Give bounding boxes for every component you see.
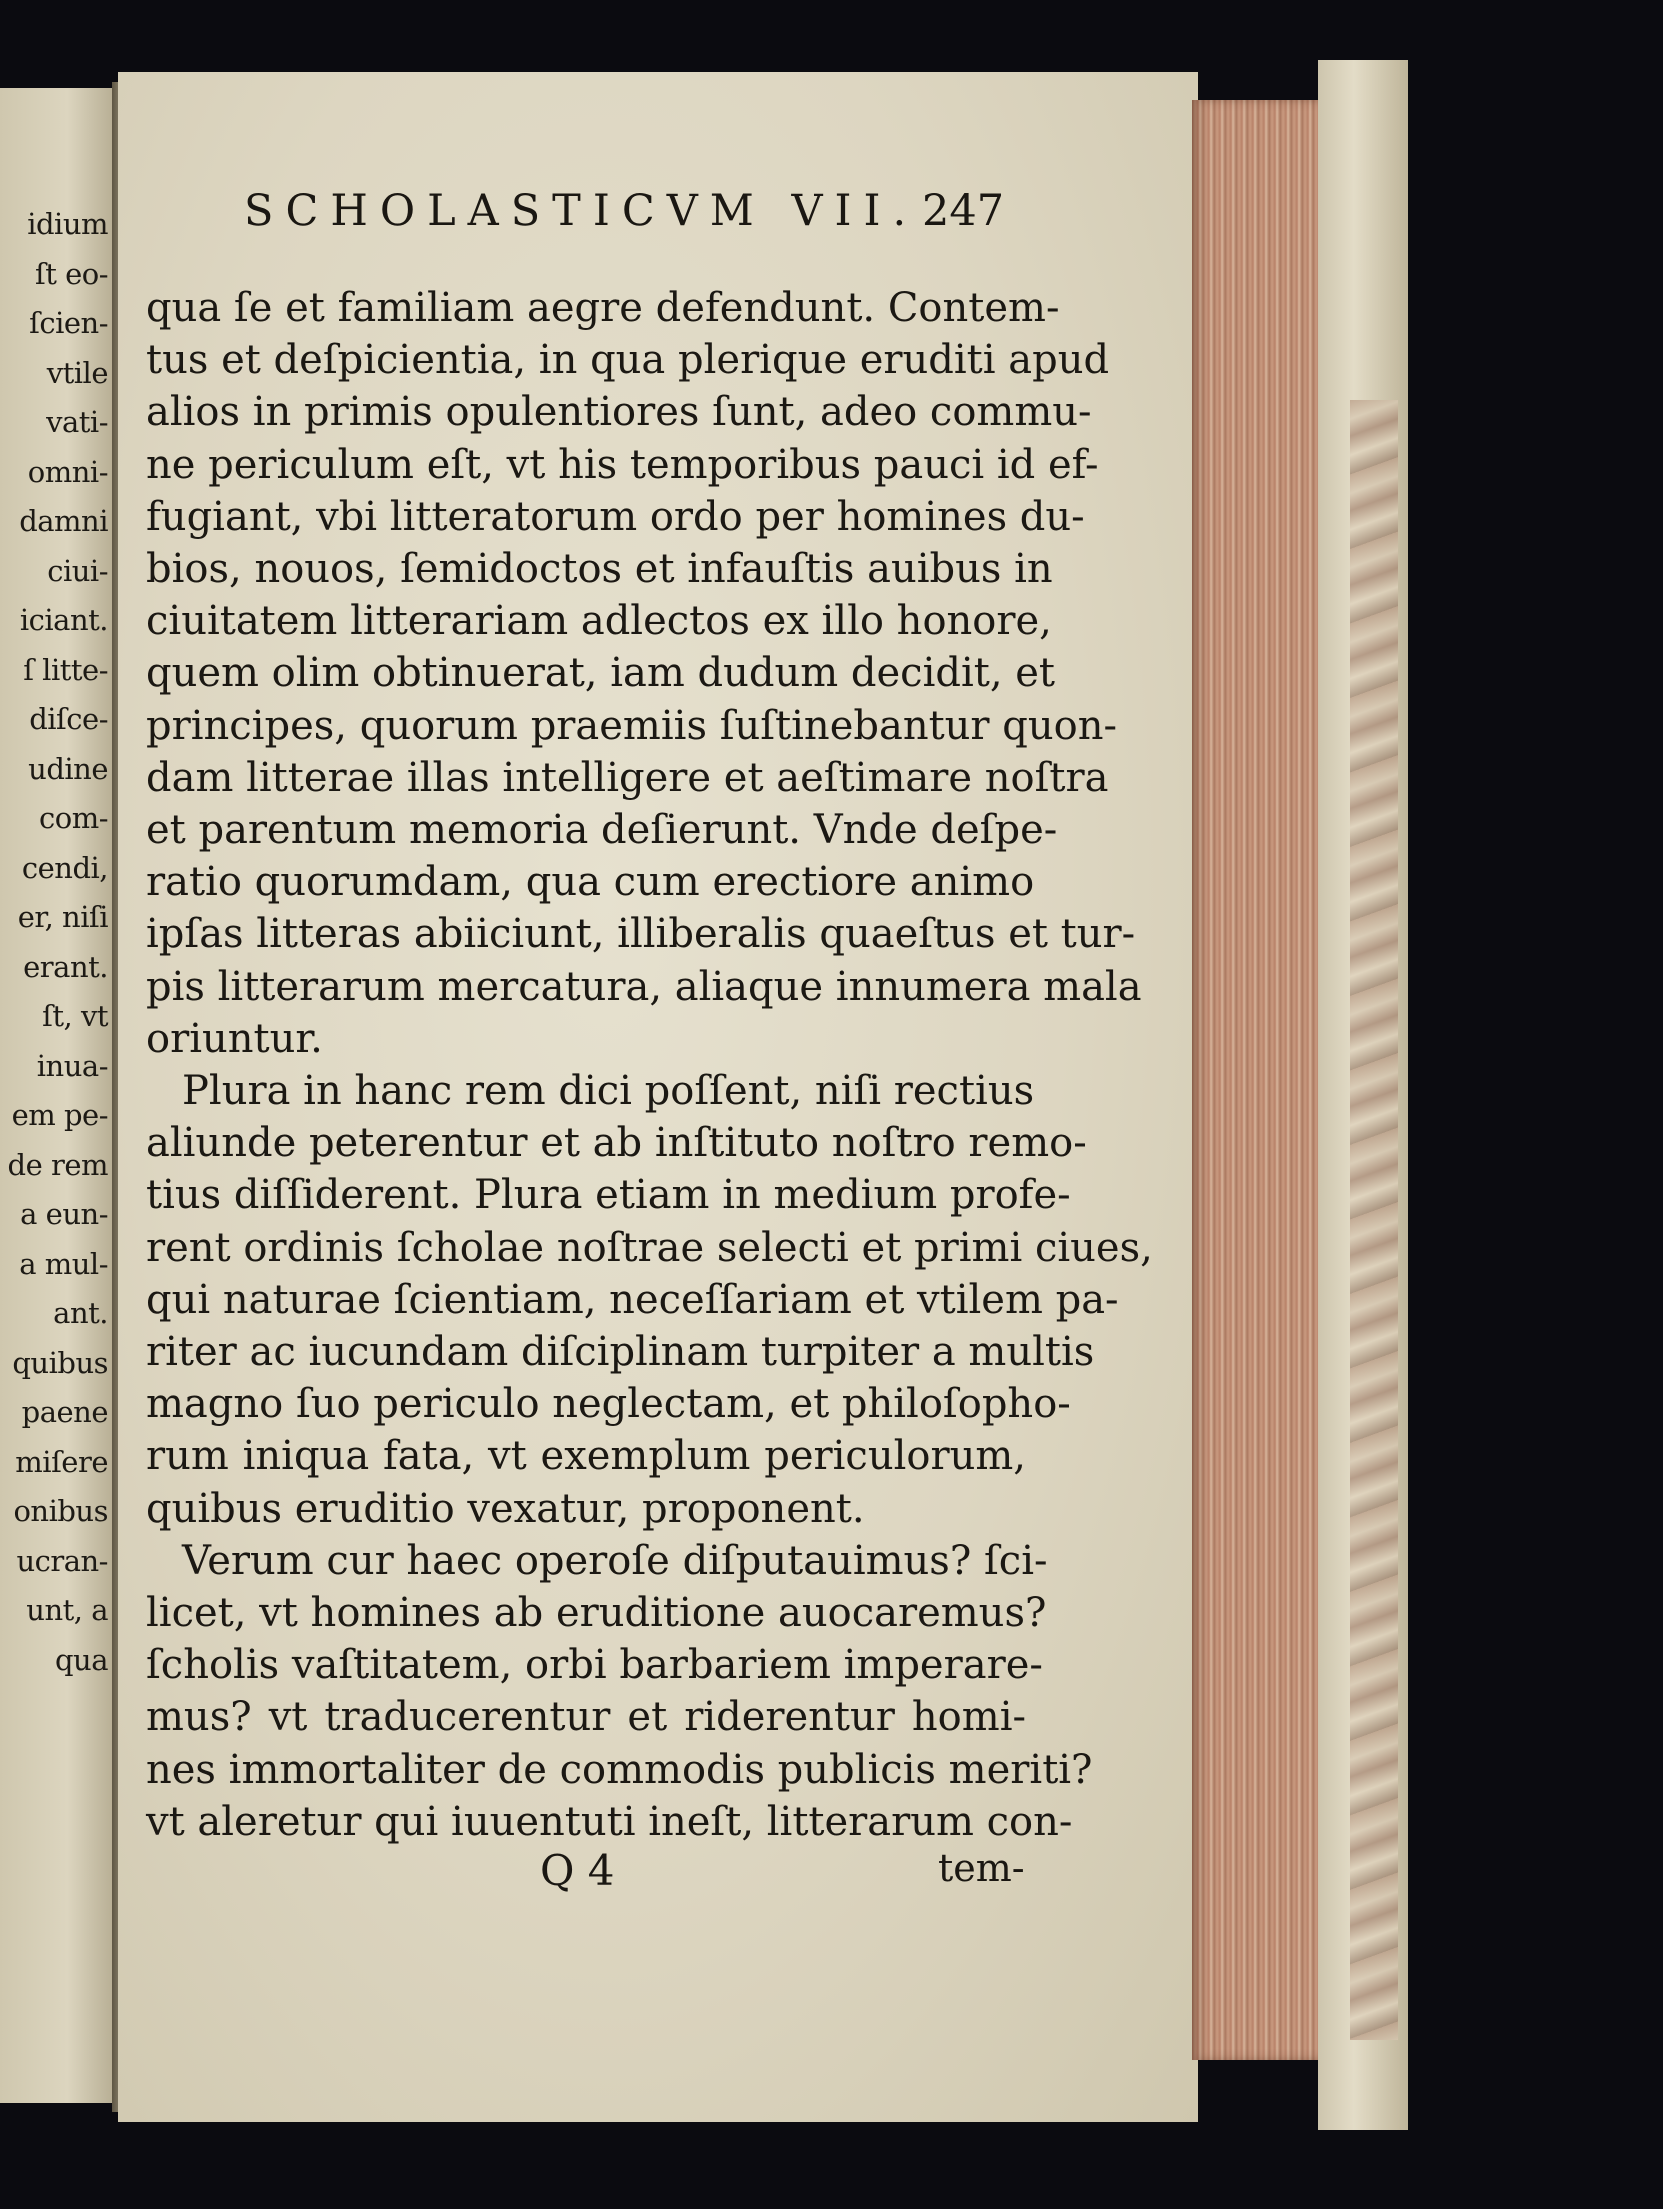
left-page-fragment: unt, a	[26, 1593, 108, 1627]
text-line: et parentum memoria deſierunt. Vnde deſpe-	[146, 807, 1058, 853]
text-line: oriuntur.	[146, 1015, 323, 1062]
text-line: rum iniqua fata, vt exemplum periculorum,	[146, 1433, 1026, 1480]
text-line: bios, nouos, ſemidoctos et infauſtis auibus in	[146, 546, 1053, 592]
text-line: ipſas litteras abiiciunt, illiberalis quaeſtus et tur-	[146, 911, 1136, 958]
text-line: pis litterarum mercatura, aliaque innumera mala	[146, 963, 1142, 1010]
left-page-fragment: onibus	[13, 1494, 108, 1528]
text-line: ratio quorumdam, qua cum erectiore animo	[146, 859, 1035, 906]
text-line: mus? vt traducerentur et riderentur homi-	[146, 1694, 1026, 1741]
left-page-fragment: qua	[54, 1642, 108, 1677]
left-page-fragment: cendi,	[21, 850, 108, 885]
left-page-fragment: er, niſi	[17, 900, 108, 934]
text-line: tus et deſpicientia, in qua plerique eruditi apud	[146, 337, 1110, 384]
text-line: Plura in hanc rem dici poſſent, niſi rectius	[182, 1068, 1035, 1114]
left-page-fragment: ant.	[53, 1296, 108, 1330]
left-page-fragment: ucran-	[16, 1543, 108, 1578]
left-page-fragment: paene	[21, 1395, 108, 1429]
left-page-fragment: ſcien-	[29, 306, 108, 340]
left-page-fragment: vati-	[46, 405, 108, 439]
left-page-fragment: ſt eo-	[34, 256, 108, 291]
text-line: quibus eruditio vexatur, proponent.	[146, 1485, 865, 1532]
text-line: tius diſſiderent. Plura etiam in medium profe-	[146, 1172, 1071, 1219]
text-line: ſcholis vaſtitatem, orbi barbariem imperare-	[146, 1642, 1043, 1689]
running-head: SCHOLASTICVM VII.	[244, 186, 919, 236]
text-line: licet, vt homines ab eruditione auocaremus?	[146, 1590, 1047, 1636]
left-page-fragment: quibus	[12, 1345, 108, 1380]
catchword: tem-	[938, 1846, 1025, 1890]
text-line: ne periculum eſt, vt his temporibus pauci id ef-	[146, 441, 1099, 488]
page-number: 247	[922, 186, 1005, 236]
text-line: vt aleretur qui iuuentuti ineſt, litterarum con-	[146, 1798, 1073, 1845]
left-page-fragment: em pe-	[11, 1098, 108, 1132]
text-line: Verum cur haec operoſe diſputauimus? ſci-	[182, 1537, 1048, 1584]
text-line: quem olim obtinuerat, iam dudum decidit, et	[146, 650, 1056, 697]
text-line: rent ordinis ſcholae noſtrae selecti et primi ciues,	[146, 1224, 1153, 1271]
text-line: ciuitatem litterariam adlectos ex illo honore,	[146, 598, 1052, 645]
left-page-fragment: a mul-	[19, 1246, 108, 1281]
text-line: riter ac iucundam diſciplinam turpiter a multis	[146, 1329, 1095, 1375]
text-line: principes, quorum praemiis ſuſtinebantur quon-	[146, 702, 1117, 749]
left-page-fragment: idium	[27, 207, 108, 241]
left-page-fragment: omni-	[27, 454, 108, 489]
left-page-fragment: ſ litte-	[23, 652, 108, 687]
left-page-fragment: iciant.	[19, 603, 108, 637]
text-line: fugiant, vbi litteratorum ordo per homines du-	[146, 493, 1085, 540]
text-line: qui naturae ſcientiam, neceſſariam et vtilem pa-	[146, 1276, 1119, 1323]
text-line: dam litterae illas intelligere et aeſtimare noſtra	[146, 754, 1109, 801]
left-page-fragment: vtile	[46, 355, 108, 390]
left-page-fragment: com-	[39, 801, 108, 835]
text-line: qua ſe et familiam aegre defendunt. Contem-	[146, 285, 1060, 331]
left-page-fragment: udine	[28, 751, 108, 786]
left-page	[0, 88, 115, 2103]
left-page-fragment: diſce-	[29, 702, 108, 736]
left-page-fragment: ciui-	[47, 553, 108, 588]
left-page-fragment: miſere	[15, 1444, 108, 1479]
left-page-fragment: inua-	[36, 1048, 108, 1083]
text-line: aliunde peterentur et ab inſtituto noſtro remo-	[146, 1120, 1087, 1167]
text-line: alios in primis opulentiores ſunt, adeo commu-	[146, 389, 1092, 436]
text-line: magno ſuo periculo neglectam, et philoſopho-	[146, 1381, 1071, 1428]
left-page-fragment: erant.	[23, 949, 108, 984]
left-page-fragment: ſt, vt	[42, 999, 108, 1033]
page-block-edge	[1192, 100, 1322, 2060]
left-page-fragment: damni	[19, 504, 108, 538]
marbled-endpaper	[1350, 400, 1398, 2040]
signature-mark: Q 4	[540, 1846, 615, 1895]
left-page-fragment: a eun-	[20, 1197, 108, 1231]
left-page-fragment: de rem	[7, 1147, 108, 1182]
text-line: nes immortaliter de commodis publicis meriti?	[146, 1746, 1093, 1793]
